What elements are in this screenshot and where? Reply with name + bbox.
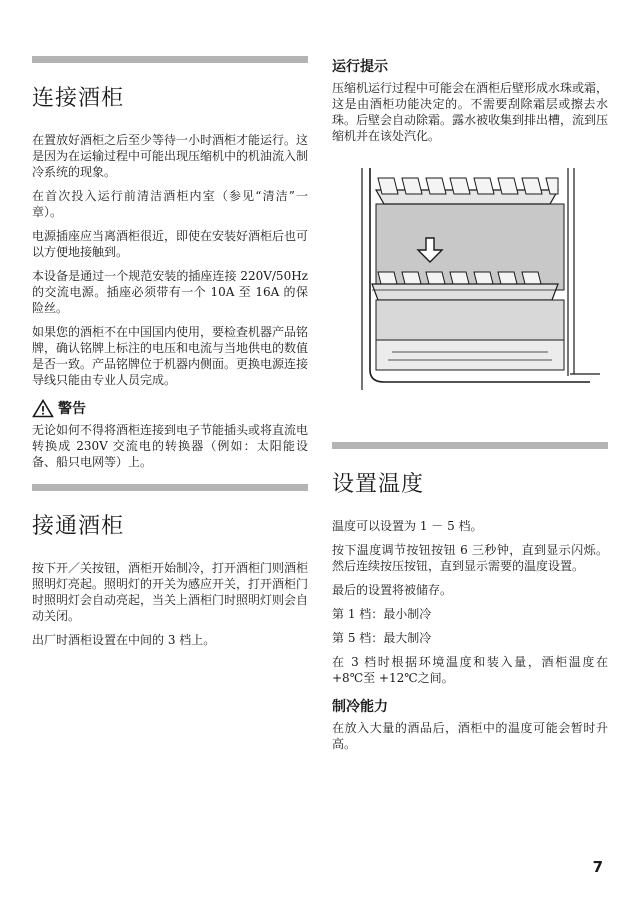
warning-title: 警告 — [58, 401, 86, 417]
tips-text: 压缩机运行过程中可能会在酒柜后壁形成水珠或霜，这是由酒柜功能决定的。不需要刮除霜层或擦去水珠。后壁会自动除霜。露水被收集到排出槽，流到压缩机并在该处汽化。 — [332, 81, 609, 143]
paragraph: 按下开／关按钮，酒柜开始制冷，打开酒柜门则酒柜照明灯亮起。照明灯的开关为感应开关，打开酒柜门时照明灯会自动亮起，当关上酒柜门时照明灯则会自动关闭。 — [32, 561, 309, 623]
warning-triangle-icon — [32, 399, 54, 418]
paragraph: 本设备是通过一个规范安装的插座连接 220V/50Hz 的交流电源。插座必须带有一个 10A 至 16A 的保险丝。 — [32, 269, 308, 315]
warning-text: 无论如何不得将酒柜连接到电子节能插头或将直流电转换成 230V 交流电的转换器（例如：太阳能设备、船只电网等）上。 — [32, 423, 309, 469]
section-title-switch-on: 接通酒柜 — [32, 514, 125, 539]
paragraph: 在 3 档时根据环境温度和装入量，酒柜温度在 +8℃至 +12℃之间。 — [332, 655, 608, 685]
wine-cabinet-illustration — [332, 160, 608, 422]
paragraph: 第 5 档：最大制冷 — [332, 631, 432, 645]
section-divider — [32, 484, 308, 491]
cooling-title: 制冷能力 — [332, 699, 388, 715]
paragraph: 第 1 档：最小制冷 — [332, 607, 432, 621]
paragraph: 温度可以设置为 1 － 5 档。 — [332, 519, 483, 533]
paragraph: 在首次投入运行前清洁酒柜内室（参见“清洁”一章）。 — [32, 189, 308, 219]
section-divider — [332, 442, 608, 449]
page-number: 7 — [592, 858, 603, 876]
paragraph: 按下温度调节按钮按钮 6 三秒钟，直到显示闪烁。然后连续按压按钮，直到显示需要的温度设置。 — [332, 543, 608, 573]
paragraph: 最后的设置将被储存。 — [332, 583, 453, 597]
section-divider — [32, 56, 308, 63]
section-title-set-temperature: 设置温度 — [332, 472, 425, 497]
right-column — [332, 56, 608, 760]
paragraph: 如果您的酒柜不在中国国内使用，要检查机器产品铭牌，确认铭牌上标注的电压和电流与当地供电的数值是否一致。产品铭牌位于机器内侧面。更换电源连接导线只能由专业人员完成。 — [32, 325, 309, 387]
tips-title: 运行提示 — [332, 59, 388, 75]
paragraph: 电源插座应当离酒柜很近，即使在安装好酒柜后也可以方便地接触到。 — [32, 229, 309, 259]
paragraph: 在置放好酒柜之后至少等待一小时酒柜才能运行。这是因为在运输过程中可能出现压缩机中的机油流入制冷系统的现象。 — [32, 133, 309, 179]
left-column — [32, 56, 308, 656]
paragraph: 出厂时酒柜设置在中间的 3 档上。 — [32, 633, 216, 647]
warning-heading — [32, 398, 308, 418]
cooling-text: 在放入大量的酒品后，酒柜中的温度可能会暂时升高。 — [332, 721, 608, 751]
section-title-connect: 连接酒柜 — [32, 86, 125, 111]
